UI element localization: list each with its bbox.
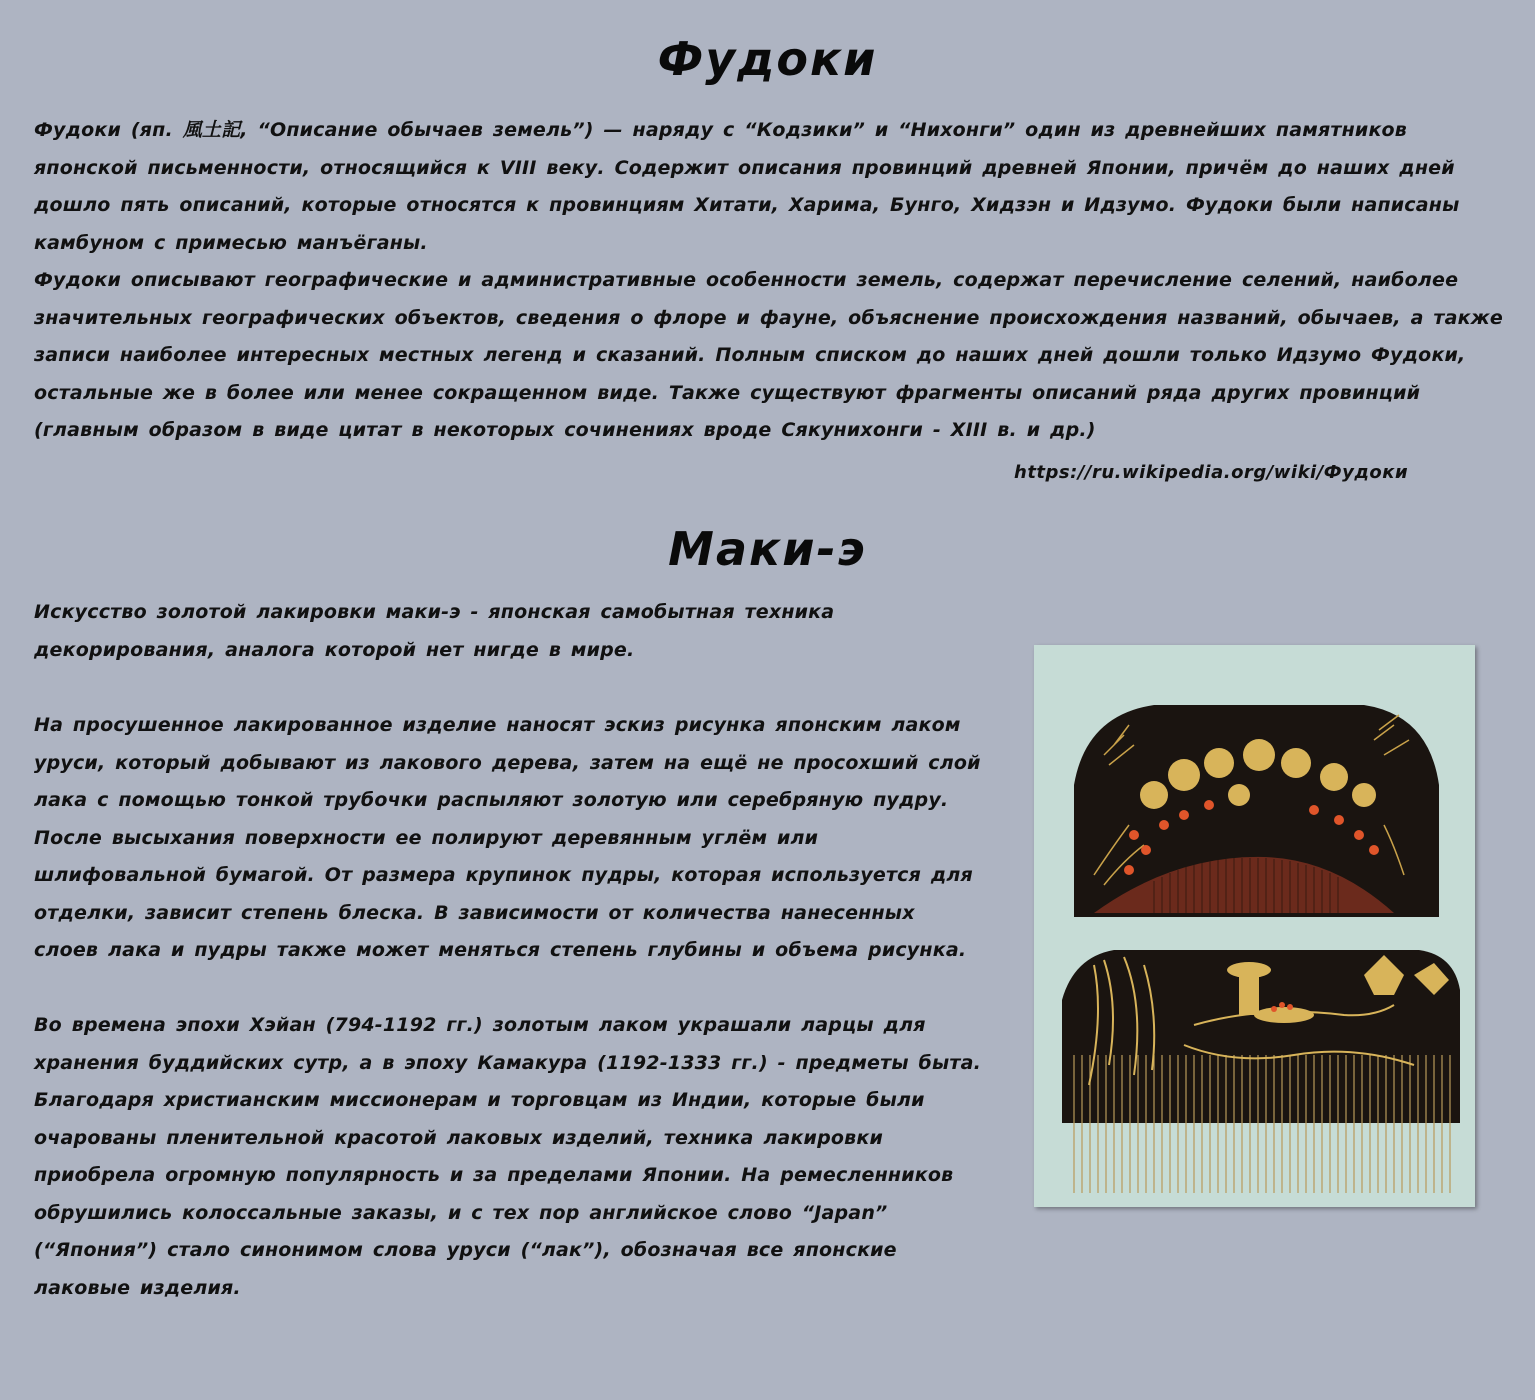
- fudoki-title: Фудоки: [657, 32, 878, 86]
- maki-e-title: Маки-э: [668, 522, 867, 576]
- lower-comb: [1062, 950, 1460, 1193]
- maki-e-paragraph-3: Во времена эпохи Хэйан (794-1192 гг.) золотым лаком украшали ларцы для хранения буддийских сутр, а в эпоху Камакура (1192-1333 гг.) - предметы быта. Благодаря христианским миссионерам и торговцам из Индии, которые были очарованы пленительной красотой лаковых изделий, техника лакировки приобрела огромную популярность и за пределами Японии. На ремесленников обрушились колоссальные заказы, и с тех пор английское слово “Japan” (“Япония”) стало синонимом слова уруси (“лак”), обозначая все японские лаковые изделия.: [34, 1014, 982, 1299]
- fudoki-paragraph-1: Фудоки (яп. 風土記, “Описание обычаев земель”) — наряду с “Кодзики” и “Нихонги” один из древнейших памятников японской письменности, относящийся к VIII веку. Содержит описания провинций древней Японии, причём до наших дней дошло пять описаний, которые относятся к провинциям Хитати, Харима, Бунго, Хидзэн и Идзумо. Фудоки были написаны камбуном с примесью манъёганы.: [34, 119, 1460, 254]
- fudoki-source-link[interactable]: https://ru.wikipedia.org/wiki/Фудоки: [1014, 462, 1409, 483]
- maki-e-paragraph-1: Искусство золотой лакировки маки-э - японская самобытная техника декорирования, аналога которой нет нигде в мире.: [34, 601, 835, 661]
- maki-e-paragraph-2: На просушенное лакированное изделие наносят эскиз рисунка японским лаком уруси, который добывают из лакового дерева, затем на ещё не просохший слой лака с помощью тонкой трубочки распыляют золотую или серебряную пудру. После высыхания поверхности ее полируют деревянным углём или шлифовальной бумагой. От размера крупинок пудры, которая используется для отделки, зависит степень блеска. В зависимости от количества нанесенных слоев лака и пудры также может меняться степень глубины и объема рисунка.: [34, 714, 981, 961]
- lacquer-combs-illustration: [1034, 645, 1475, 1207]
- maki-e-combs-photo: [1034, 645, 1475, 1207]
- upper-comb: [1074, 705, 1439, 917]
- fudoki-paragraph-2: Фудоки описывают географические и административные особенности земель, содержат перечисление селений, наиболее значительных географических объектов, сведения о флоре и фауне, объяснение происхождения названий, обычаев, а также записи наиболее интересных местных легенд и сказаний. Полным списком до наших дней дошли только Идзумо Фудоки, остальные же в более или менее сокращенном виде. Также существуют фрагменты описаний ряда других провинций (главным образом в виде цитат в некоторых сочинениях вроде Сякунихонги - XIII в. и др.): [34, 269, 1503, 441]
